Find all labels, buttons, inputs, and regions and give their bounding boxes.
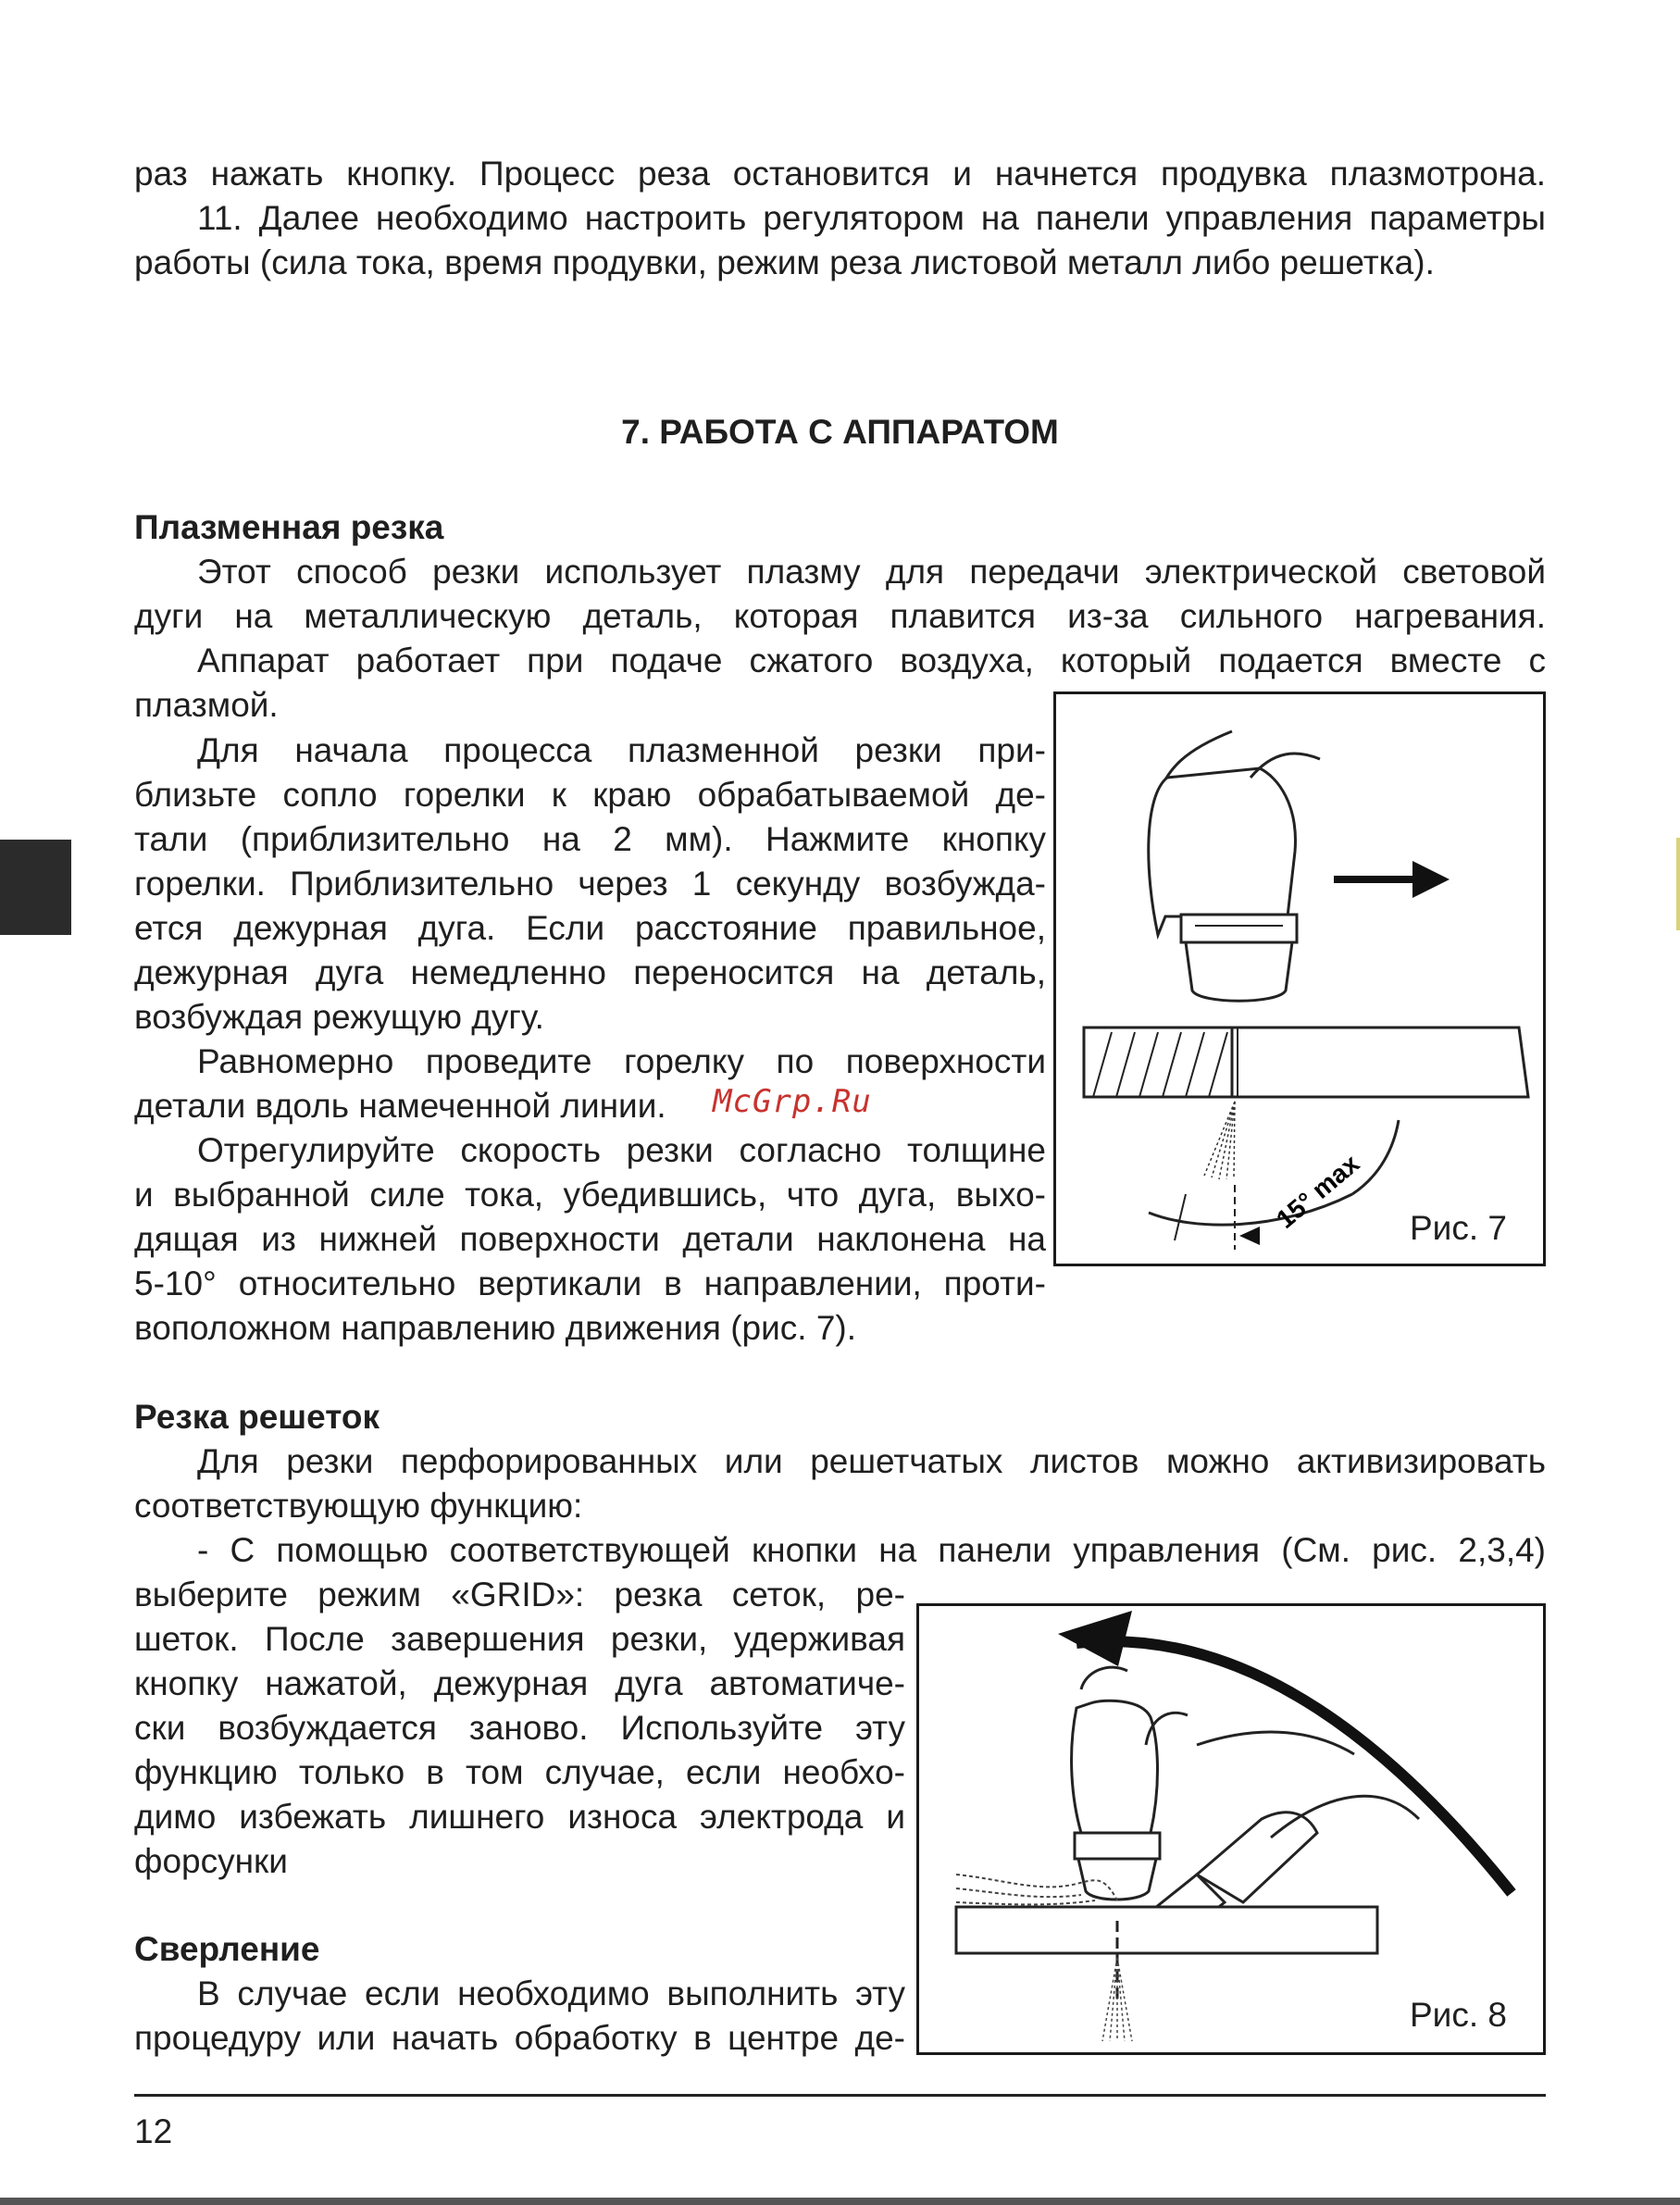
plasma-line: ется дежурная дуга. Если расстояние правильное, <box>134 909 1046 947</box>
plasma-line: Этот способ резки использует плазму для передачи электрической световой <box>197 553 1546 591</box>
plasma-line: горелки. Приблизительно через 1 секунду возбужда- <box>134 865 1046 903</box>
edge-marker <box>1676 838 1680 930</box>
grid-line: соответствующую функцию: <box>134 1487 583 1525</box>
plasma-line: воположном направлению движения (рис. 7). <box>134 1309 857 1347</box>
plasma-line: дящая из нижней поверхности детали наклонена на <box>134 1220 1046 1258</box>
plasma-line: дежурная дуга немедленно переносится на деталь, <box>134 953 1046 991</box>
angle-label: 15° max <box>1271 1149 1365 1235</box>
grid-line: функцию только в том случае, если необхо- <box>134 1753 905 1791</box>
intro-line: раз нажать кнопку. Процесс реза остановится и начнется продувка плазмотрона. <box>134 155 1546 193</box>
drilling-line: процедуру или начать обработку в центре де- <box>134 2019 905 2057</box>
drilling-illustration <box>919 1606 1543 2052</box>
watermark: McGrp.Ru <box>713 1083 872 1120</box>
grid-line: ски возбуждается заново. Используйте эту <box>134 1709 905 1747</box>
plasma-heading: Плазменная резка <box>134 508 444 546</box>
plasma-line: возбуждая режущую дугу. <box>134 998 544 1036</box>
drilling-line: В случае если необходимо выполнить эту <box>197 1975 905 2012</box>
plasma-line: Аппарат работает при подаче сжатого воздуха, который подается вместе с <box>197 642 1546 679</box>
intro-line: 11. Далее необходимо настроить регулятором на панели управления параметры <box>197 199 1546 237</box>
intro-line: работы (сила тока, время продувки, режим реза листовой металл либо решетка). <box>134 243 1435 281</box>
plasma-line: Равномерно проведите горелку по поверхности <box>197 1042 1046 1080</box>
plasma-line: и выбранной силе тока, убедившись, что дуга, выхо- <box>134 1176 1046 1214</box>
plasma-line: плазмой. <box>134 686 279 724</box>
plasma-line: детали вдоль намеченной линии. <box>134 1087 666 1125</box>
figure-7-caption: Рис. 7 <box>1410 1209 1507 1247</box>
figure-8 <box>916 1603 1546 2055</box>
plasma-line: Для начала процесса плазменной резки при- <box>197 731 1046 769</box>
grid-line: шеток. После завершения резки, удерживая <box>134 1620 905 1658</box>
grid-heading: Резка решеток <box>134 1398 380 1436</box>
grid-line: Для резки перфорированных или решетчатых листов можно активизировать <box>197 1442 1546 1480</box>
footer-rule <box>134 2094 1546 2097</box>
figure-8-caption: Рис. 8 <box>1410 1996 1507 2034</box>
section-title: 7. РАБОТА С АППАРАТОМ <box>621 413 1059 451</box>
bottom-bar <box>0 2198 1680 2205</box>
plasma-line: Отрегулируйте скорость резки согласно толщине <box>197 1131 1046 1169</box>
grid-line: кнопку нажатой, дежурная дуга автоматиче- <box>134 1664 905 1702</box>
grid-line: выберите режим «GRID»: резка сеток, ре- <box>134 1576 905 1613</box>
plasma-line: дуги на металлическую деталь, которая плавится из-за сильного нагревания. <box>134 597 1546 635</box>
page-number: 12 <box>134 2112 173 2150</box>
figure-7 <box>1053 691 1546 1266</box>
torch-cut-illustration <box>1056 694 1543 1264</box>
grid-line: димо избежать лишнего износа электрода и <box>134 1798 905 1836</box>
drilling-heading: Сверление <box>134 1930 320 1968</box>
grid-line: - С помощью соответствующей кнопки на панели управления (См. рис. 2,3,4) <box>197 1531 1546 1569</box>
side-tab-marker <box>0 840 71 935</box>
plasma-line: тали (приблизительно на 2 мм). Нажмите кнопку <box>134 820 1046 858</box>
grid-line: форсунки <box>134 1842 288 1880</box>
plasma-line: 5-10° относительно вертикали в направлении, проти- <box>134 1264 1046 1302</box>
plasma-line: близьте сопло горелки к краю обрабатываемой де- <box>134 776 1046 814</box>
